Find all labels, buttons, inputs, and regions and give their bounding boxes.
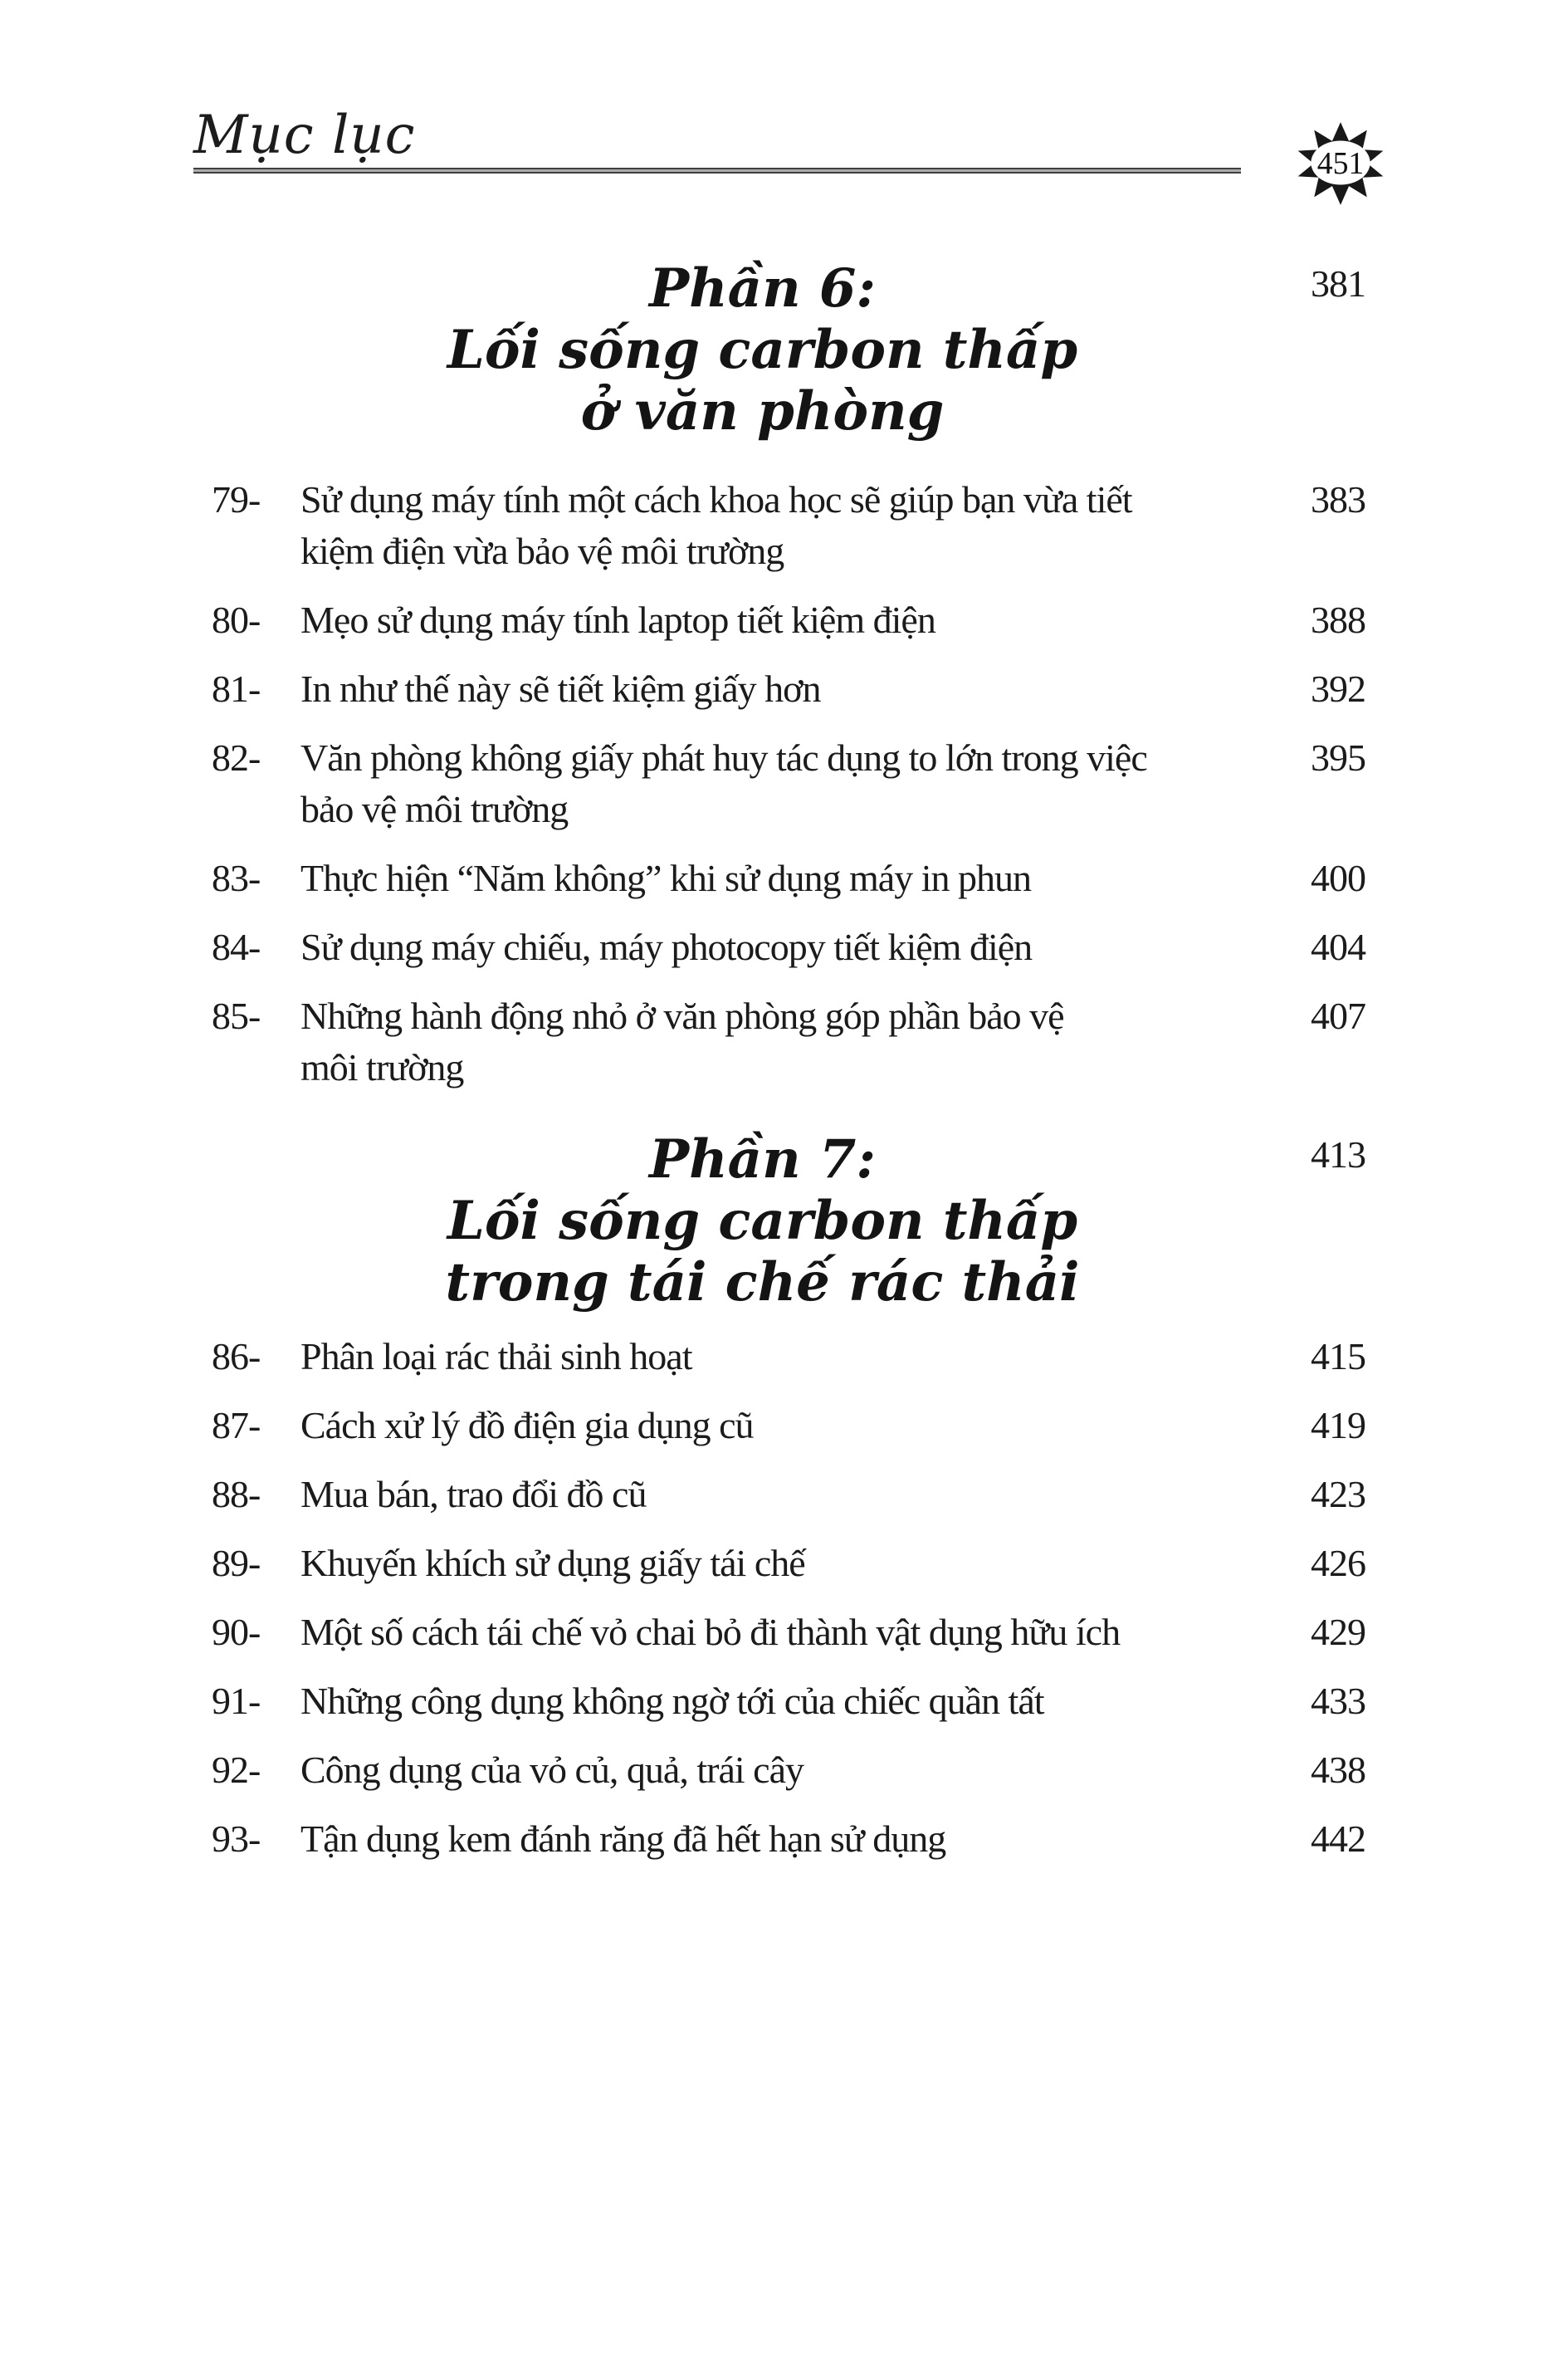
entry-number: 83- xyxy=(212,857,261,899)
entry-title xyxy=(300,732,1224,835)
entry-title-line1: Thực hiện “Năm không” khi sử dụng máy in phun xyxy=(300,857,1031,899)
starburst-icon xyxy=(1295,121,1386,206)
entry-title xyxy=(300,1400,1224,1451)
entry-title xyxy=(300,1538,1224,1589)
section-6-heading xyxy=(300,258,1224,443)
entry-title xyxy=(300,1469,1224,1520)
entry-page-number: 388 xyxy=(1311,599,1365,641)
entry-title xyxy=(300,922,1224,973)
section-6-entries xyxy=(212,474,1365,1111)
header-rule xyxy=(193,168,1241,174)
badge-page-number: 451 xyxy=(1316,146,1365,182)
entry-page-number: 383 xyxy=(1311,478,1365,521)
entry-title-line1: Khuyến khích sử dụng giấy tái chế xyxy=(300,1542,805,1584)
toc-entry-84 xyxy=(212,922,1365,973)
toc-entry-92 xyxy=(212,1744,1365,1796)
entry-page-number: 392 xyxy=(1311,668,1365,710)
entry-page-number: 415 xyxy=(1311,1335,1365,1377)
section-7-heading-line3: trong tái chế rác thải xyxy=(445,1251,1080,1313)
entry-page-number: 429 xyxy=(1311,1611,1365,1653)
entry-page-number: 426 xyxy=(1311,1542,1365,1584)
toc-entry-81 xyxy=(212,663,1365,715)
entry-number: 90- xyxy=(212,1611,261,1653)
entry-number: 89- xyxy=(212,1542,261,1584)
entry-number: 85- xyxy=(212,995,261,1037)
entry-title-line1: Cách xử lý đồ điện gia dụng cũ xyxy=(300,1404,754,1446)
section-7-heading-line1: Phần 7: xyxy=(648,1128,877,1191)
entry-number: 80- xyxy=(212,599,261,641)
toc-entry-90 xyxy=(212,1607,1365,1658)
entry-title-line1: Những hành động nhỏ ở văn phòng góp phần bảo vệ xyxy=(300,995,1064,1037)
entry-title-line1: Công dụng của vỏ củ, quả, trái cây xyxy=(300,1749,804,1791)
entry-number: 84- xyxy=(212,926,261,968)
section-7-heading-line2: Lối sống carbon thấp xyxy=(447,1190,1078,1252)
entry-title-line1: Tận dụng kem đánh răng đã hết hạn sử dụng xyxy=(300,1817,946,1860)
section-7-entries xyxy=(212,1331,1365,1882)
toc-entry-91 xyxy=(212,1675,1365,1727)
entry-title-line2: kiệm điện vừa bảo vệ môi trường xyxy=(300,530,784,572)
entry-page-number: 442 xyxy=(1311,1817,1365,1860)
entry-title-line2: môi trường xyxy=(300,1046,464,1088)
section-7-heading xyxy=(300,1129,1224,1313)
section-6-page-number: 381 xyxy=(1311,262,1365,305)
entry-number: 86- xyxy=(212,1335,261,1377)
entry-number: 93- xyxy=(212,1817,261,1860)
entry-page-number: 407 xyxy=(1311,995,1365,1037)
entry-title xyxy=(300,663,1224,715)
entry-page-number: 395 xyxy=(1311,736,1365,779)
toc-entry-79 xyxy=(212,474,1365,577)
entry-page-number: 404 xyxy=(1311,926,1365,968)
toc-entry-80 xyxy=(212,594,1365,646)
entry-title-line1: Những công dụng không ngờ tới của chiếc quần tất xyxy=(300,1680,1044,1722)
toc-entry-89 xyxy=(212,1538,1365,1589)
entry-number: 81- xyxy=(212,668,261,710)
entry-title xyxy=(300,1607,1224,1658)
entry-page-number: 423 xyxy=(1311,1473,1365,1515)
page-title: Mục lục xyxy=(193,105,416,166)
entry-number: 79- xyxy=(212,478,261,521)
entry-number: 87- xyxy=(212,1404,261,1446)
entry-title-line2: bảo vệ môi trường xyxy=(300,788,569,830)
toc-entry-88 xyxy=(212,1469,1365,1520)
toc-entry-85 xyxy=(212,991,1365,1093)
entry-title-line1: Mẹo sử dụng máy tính laptop tiết kiệm điện xyxy=(300,599,935,641)
section-7-page-number: 413 xyxy=(1311,1133,1365,1176)
entry-title xyxy=(300,991,1224,1093)
entry-title-line1: Sử dụng máy tính một cách khoa học sẽ giúp bạn vừa tiết xyxy=(300,478,1132,521)
toc-entry-87 xyxy=(212,1400,1365,1451)
entry-title-line1: Một số cách tái chế vỏ chai bỏ đi thành vật dụng hữu ích xyxy=(300,1611,1121,1653)
entry-title-line1: Mua bán, trao đổi đồ cũ xyxy=(300,1473,647,1515)
entry-page-number: 419 xyxy=(1311,1404,1365,1446)
entry-page-number: 433 xyxy=(1311,1680,1365,1722)
entry-title-line1: Sử dụng máy chiếu, máy photocopy tiết kiệm điện xyxy=(300,926,1033,968)
entry-number: 91- xyxy=(212,1680,261,1722)
entry-page-number: 400 xyxy=(1311,857,1365,899)
entry-title xyxy=(300,853,1224,904)
entry-page-number: 438 xyxy=(1311,1749,1365,1791)
section-6-heading-line3: ở văn phòng xyxy=(580,380,945,443)
entry-number: 88- xyxy=(212,1473,261,1515)
entry-title xyxy=(300,1744,1224,1796)
page-number-badge xyxy=(1295,121,1386,206)
entry-title xyxy=(300,1331,1224,1382)
entry-title xyxy=(300,474,1224,577)
entry-title xyxy=(300,1675,1224,1727)
entry-title xyxy=(300,594,1224,646)
toc-entry-83 xyxy=(212,853,1365,904)
entry-title-line1: Phân loại rác thải sinh hoạt xyxy=(300,1335,692,1377)
toc-entry-93 xyxy=(212,1813,1365,1865)
entry-title xyxy=(300,1813,1224,1865)
toc-entry-86 xyxy=(212,1331,1365,1382)
entry-number: 82- xyxy=(212,736,261,779)
entry-number: 92- xyxy=(212,1749,261,1791)
entry-title-line1: In như thế này sẽ tiết kiệm giấy hơn xyxy=(300,668,821,710)
entry-title-line1: Văn phòng không giấy phát huy tác dụng to lớn trong việc xyxy=(300,736,1147,779)
section-6-heading-line2: Lối sống carbon thấp xyxy=(447,319,1078,381)
toc-entry-82 xyxy=(212,732,1365,835)
section-6-heading-line1: Phần 6: xyxy=(648,257,877,320)
